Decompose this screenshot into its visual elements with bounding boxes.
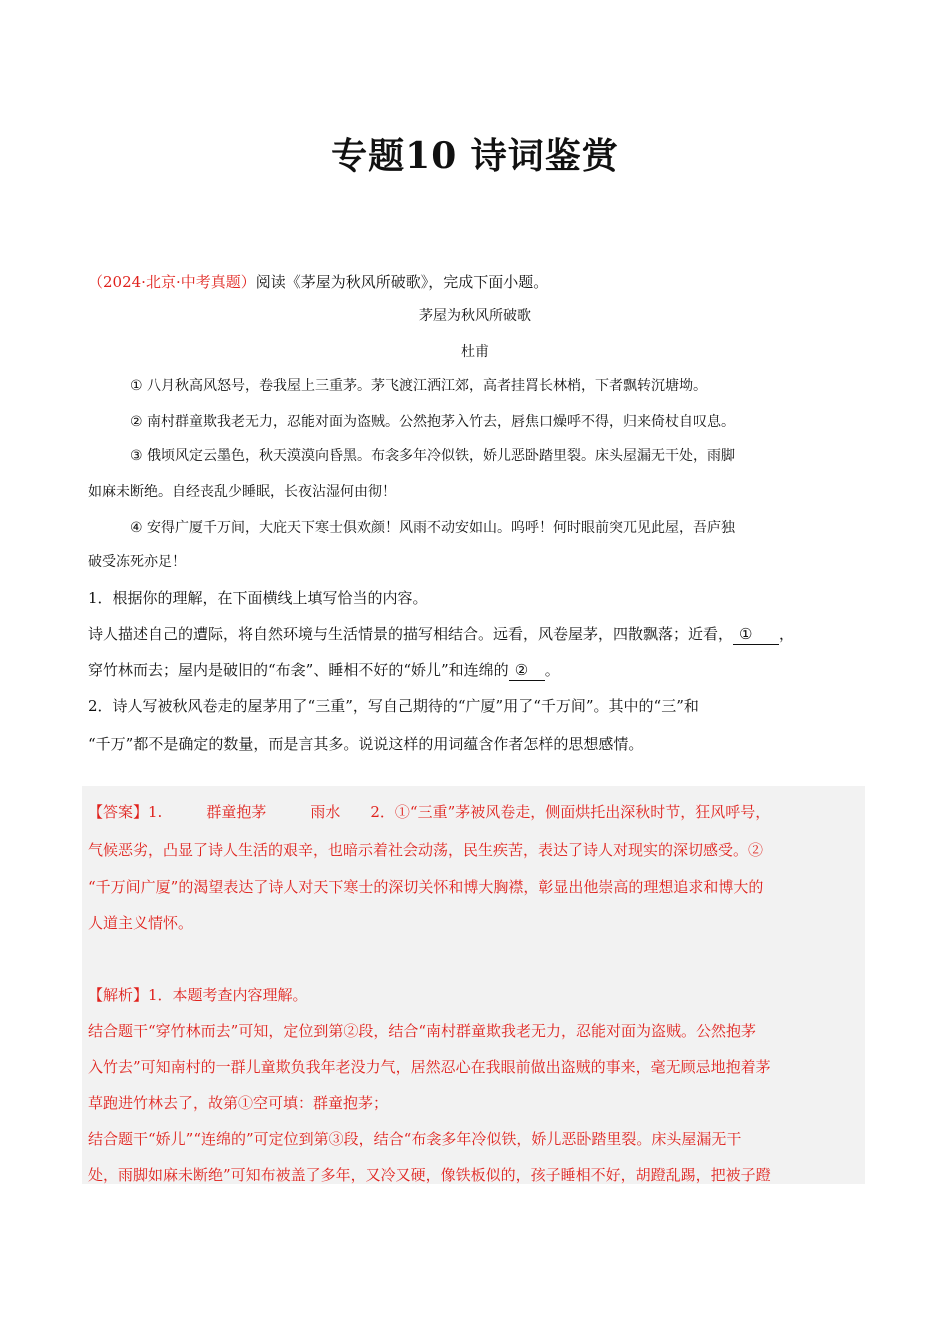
answer-line-1 (88, 802, 863, 822)
question-1-line-2 (88, 660, 863, 681)
question-2-line-2: “千万”都不是确定的数量，而是言其多。说说这样的用词蕴含作者怎样的思想感情。 (88, 735, 644, 753)
q1-line2-text: 穿竹林而去；屋内是破旧的“布衾”、睡相不好的“娇儿”和连绵的 (88, 661, 509, 679)
answer-line-2: 气候恶劣，凸显了诗人生活的艰辛，也暗示着社会动荡，民生疾苦，表达了诗人对现实的深切感受。② (88, 841, 764, 859)
question-1-prompt: 1．根据你的理解，在下面横线上填写恰当的内容。 (88, 589, 428, 607)
answer-line-4: 人道主义情怀。 (88, 914, 194, 932)
fill-blank-2[interactable]: ② (509, 660, 545, 681)
analysis-head-text: 1．本题考查内容理解。 (148, 986, 308, 1004)
analysis-line-4: 结合题干“娇儿”“连绵的”可定位到第③段，结合“布衾多年冷似铁，娇儿恶卧踏里裂。床头屋漏无干 (88, 1130, 742, 1148)
poem-stanza-3-line-2: 如麻未断绝。自经丧乱少睡眠，长夜沾湿何由彻！ (88, 484, 396, 500)
q1-line2-punct: 。 (544, 661, 560, 679)
poem-title: 茅屋为秋风所破歌 (419, 308, 531, 324)
analysis-line-2: 入竹去”可知南村的一群儿童欺负我年老没力气，居然忍心在我眼前做出盗贼的事来，毫无顾忌地抱着茅 (88, 1058, 771, 1076)
answer-q2-part: 2．①“三重”茅被风卷走，侧面烘托出深秋时节，狂风呼号， (370, 803, 771, 821)
q1-line1-punct: ， (779, 625, 795, 643)
page-title: 专题10 诗词鉴赏 (331, 135, 619, 177)
analysis-heading (88, 985, 863, 1005)
answer-line-3: “千万间广厦”的渴望表达了诗人对天下寒士的深切关怀和博大胸襟，彰显出他崇高的理想追求和博大的 (88, 878, 764, 896)
poem-author: 杜甫 (461, 344, 489, 360)
answer-label: 【答案】 (88, 803, 149, 821)
analysis-line-1: 结合题干“穿竹林而去”可知，定位到第②段，结合“南村群童欺我老无力，忍能对面为盗贼。公然抱茅 (88, 1022, 757, 1040)
question-2-line-1: 2．诗人写被秋风卷走的屋茅用了“三重”，写自己期待的“广厦”用了“千万间”。其中的“三”和 (88, 697, 699, 715)
q1-line1-text: 诗人描述自己的遭际，将自然环境与生活情景的描写相结合。远看，风卷屋茅，四散飘落；近看， (88, 625, 734, 643)
analysis-line-3: 草跑进竹林去了，故第①空可填：群童抱茅； (88, 1094, 389, 1112)
answer-blank-2: 雨水 (310, 803, 341, 821)
answer-q1-number: 1. (148, 803, 163, 821)
analysis-line-5: 处，雨脚如麻未断绝”可知布被盖了多年，又冷又硬，像铁板似的，孩子睡相不好，胡蹬乱踢，把被子蹬 (88, 1166, 771, 1184)
analysis-label: 【解析】 (88, 986, 149, 1004)
question-intro (88, 272, 863, 292)
source-tag: （2024·北京·中考真题） (88, 273, 256, 291)
poem-stanza-4-line-1: ④ 安得广厦千万间，大庇天下寒士俱欢颜！风雨不动安如山。呜呼！何时眼前突兀见此屋，吾庐独 (130, 520, 735, 536)
poem-stanza-1: ① 八月秋高风怒号，卷我屋上三重茅。茅飞渡江洒江郊，高者挂罥长林梢，下者飘转沉塘坳。 (130, 378, 707, 394)
answer-blank-1: 群童抱茅 (206, 803, 267, 821)
poem-stanza-2: ② 南村群童欺我老无力，忍能对面为盗贼。公然抱茅入竹去，唇焦口燥呼不得，归来倚杖自叹息。 (130, 414, 735, 430)
poem-stanza-4-line-2: 破受冻死亦足！ (88, 554, 186, 570)
question-1-line-1 (88, 624, 863, 645)
intro-text: 阅读《茅屋为秋风所破歌》，完成下面小题。 (255, 273, 549, 291)
fill-blank-1[interactable]: ① (733, 624, 779, 645)
poem-stanza-3-line-1: ③ 俄顷风定云墨色，秋天漠漠向昏黑。布衾多年冷似铁，娇儿恶卧踏里裂。床头屋漏无干处，雨脚 (130, 448, 735, 464)
